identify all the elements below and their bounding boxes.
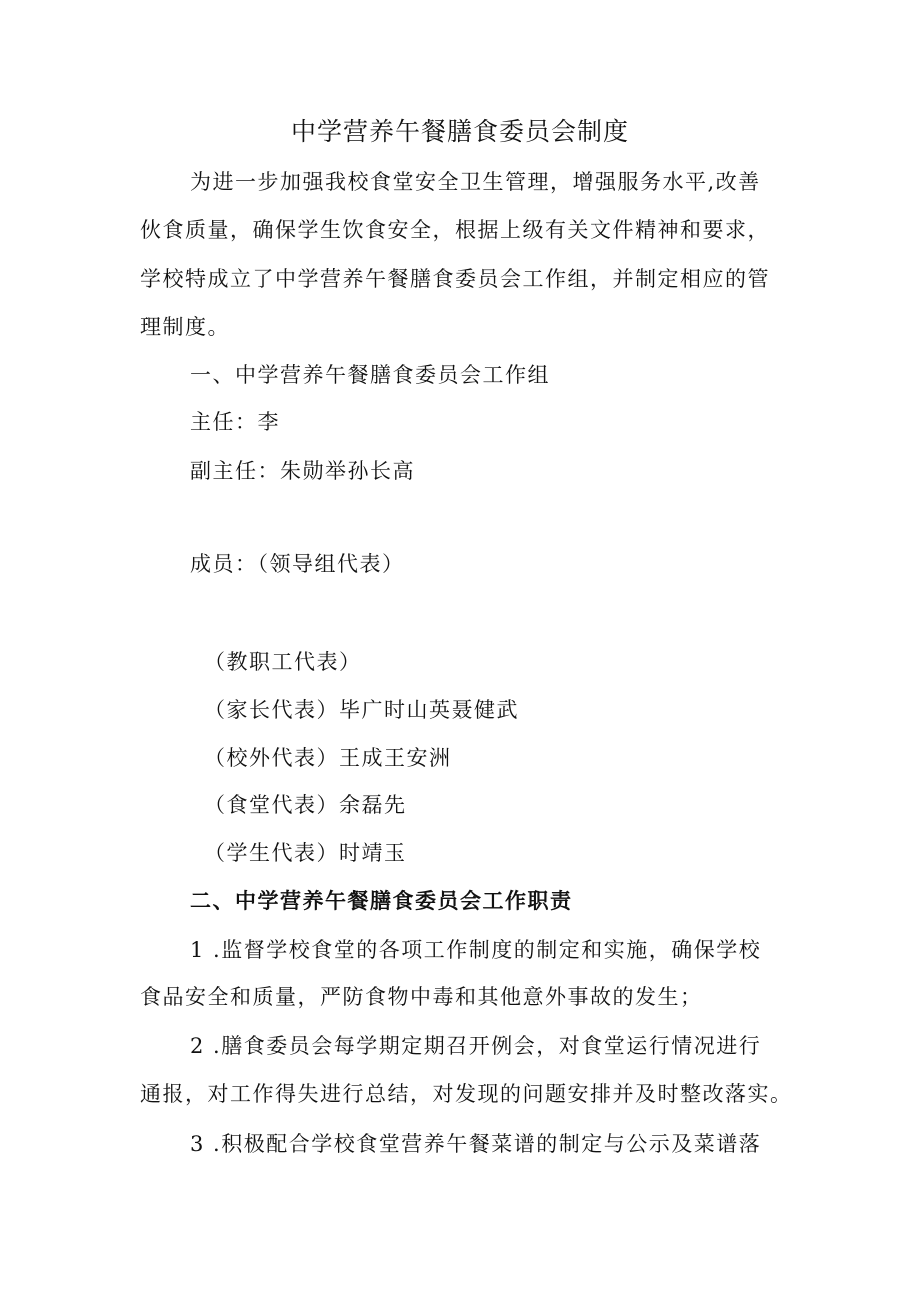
section-1-heading: 一、中学营养午餐膳食委员会工作组: [190, 363, 550, 387]
canteen-representatives-line: （食堂代表）余磊先: [204, 793, 407, 817]
director-line: 主任：李: [190, 410, 280, 434]
external-representatives-line: （校外代表）王成王安洲: [204, 746, 452, 770]
parent-representatives-line: （家长代表）毕广时山英聂健武: [204, 698, 519, 722]
members-line: 成员：（领导组代表）: [190, 552, 405, 576]
document-title: 中学营养午餐膳食委员会制度: [290, 117, 629, 146]
staff-representatives-line: （教职工代表）: [204, 650, 362, 674]
duty-1-line-1: 1 .监督学校食堂的各项工作制度的制定和实施，确保学校: [190, 938, 762, 962]
duty-2-line-1: 2 .膳食委员会每学期定期召开例会，对食堂运行情况进行: [190, 1034, 762, 1058]
student-representatives-line: （学生代表）时靖玉: [204, 841, 407, 865]
intro-line-2: 伙食质量，确保学生饮食安全，根据上级有关文件精神和要求，: [140, 218, 770, 242]
intro-line-4: 理制度。: [140, 315, 230, 339]
intro-line-1: 为进一步加强我校食堂安全卫生管理，增强服务水平,改善: [190, 170, 761, 194]
deputy-director-line: 副主任：朱勋举孙长高: [190, 459, 415, 483]
intro-line-3: 学校特成立了中学营养午餐膳食委员会工作组，并制定相应的管: [140, 267, 770, 291]
duty-2-line-2: 通报，对工作得失进行总结，对发现的问题安排并及时整改落实。: [140, 1082, 793, 1106]
section-2-heading: 二、中学营养午餐膳食委员会工作职责: [190, 888, 573, 913]
duty-3-line-1: 3 .积极配合学校食堂营养午餐菜谱的制定与公示及菜谱落: [190, 1132, 762, 1156]
duty-1-line-2: 食品安全和质量，严防食物中毒和其他意外事故的发生；: [140, 985, 703, 1009]
